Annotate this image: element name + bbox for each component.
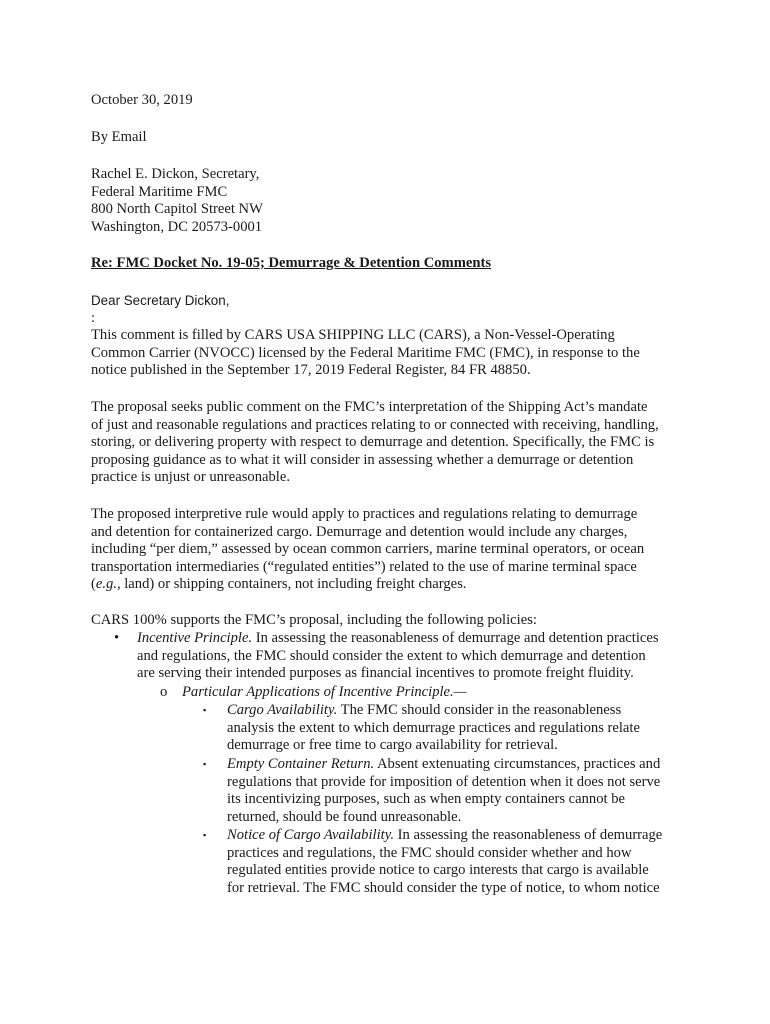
paragraph-line: [91, 576, 691, 594]
square-bullet-icon: ▪: [203, 759, 207, 769]
square-bullet-icon: ▪: [203, 705, 207, 715]
item-line: regulated entities provide notice to cargo interests that cargo is available: [227, 862, 649, 879]
policy-line: and regulations, the FMC should consider the extent to which demurrage and detention: [137, 647, 646, 664]
paragraph-proposal: [91, 399, 691, 487]
item-line: practices and regulations, the FMC should consider whether and how: [227, 844, 632, 861]
paragraph-line: Common Carrier (NVOCC) licensed by the Federal Maritime FMC (FMC), in response to the: [91, 344, 640, 361]
item-empty-container-return: [227, 756, 687, 826]
letter-date: October 30, 2019: [91, 92, 193, 108]
item-title: Cargo Availability.: [227, 702, 338, 718]
subject-line: Re: FMC Docket No. 19-05; Demurrage & Detention Comments: [91, 255, 492, 271]
paragraph-support: CARS 100% supports the FMC’s proposal, including the following policies:: [91, 612, 537, 628]
item-title: Notice of Cargo Availability.: [227, 827, 395, 843]
item-first-line: [227, 756, 687, 774]
paragraph-line: The proposal seeks public comment on the FMC’s interpretation of the Shipping Act’s mandate: [91, 399, 648, 415]
paragraph-line: practice is unjust or unreasonable.: [91, 469, 290, 486]
paragraph-line: The proposed interpretive rule would apply to practices and regulations relating to demurrage: [91, 506, 638, 522]
circle-bullet-icon: o: [160, 684, 168, 700]
paragraph-line: storing, or delivering property with respect to demurrage and detention. Specifically, the FMC is: [91, 434, 655, 451]
policy-line: are serving their intended purposes as financial incentives to promote freight fluidity.: [137, 665, 634, 682]
paragraph-line: notice published in the September 17, 2019 Federal Register, 84 FR 48850.: [91, 362, 531, 379]
item-text: Absent extenuating circumstances, practices and: [374, 756, 661, 772]
item-title: Empty Container Return.: [227, 756, 375, 772]
policy-incentive-principle: [137, 630, 697, 683]
paragraph-line-rest: land) or shipping containers, not including freight charges.: [120, 576, 467, 593]
salutation: [91, 292, 691, 327]
paragraph-line: This comment is filled by CARS USA SHIPPING LLC (CARS), a Non-Vessel-Operating: [91, 327, 615, 343]
salutation-mark: :: [91, 309, 96, 326]
square-bullet-icon: ▪: [203, 830, 207, 840]
recipient-line: Federal Maritime FMC: [91, 183, 228, 200]
recipient-line: Washington, DC 20573-0001: [91, 218, 263, 235]
item-notice-of-cargo-availability: [227, 827, 687, 897]
bullet-icon: •: [114, 630, 120, 646]
policy-text: In assessing the reasonableness of demurrage and detention practices: [252, 630, 659, 646]
italic-eg: e.g.,: [95, 576, 121, 593]
salutation-text: Dear Secretary Dickon,: [91, 293, 230, 308]
paragraph-line: including “per diem,” assessed by ocean common carriers, marine terminal operators, or ocean: [91, 541, 645, 558]
paragraph-line: transportation intermediaries (“regulated entities”) related to the use of marine terminal space: [91, 558, 637, 575]
item-line: its incentivizing purposes, such as when empty containers cannot be: [227, 791, 625, 808]
policy-title: Incentive Principle.: [137, 630, 253, 646]
sub-heading-title: Particular Applications of Incentive Principle.—: [182, 684, 467, 700]
paragraph-intro: [91, 327, 691, 380]
item-line: analysis the extent to which demurrage practices and regulations relate: [227, 719, 640, 736]
delivery-method: By Email: [91, 129, 147, 145]
paren-open: (: [91, 576, 96, 593]
policy-first-line: [137, 630, 697, 648]
item-line: for retrieval. The FMC should consider the type of notice, to whom notice: [227, 879, 660, 896]
recipient-line: Rachel E. Dickon, Secretary,: [91, 166, 260, 182]
paragraph-line: and detention for containerized cargo. Demurrage and detention would include any charges,: [91, 523, 628, 540]
paragraph-rule: [91, 506, 691, 594]
item-line: demurrage or free time to cargo availability for retrieval.: [227, 737, 558, 754]
item-first-line: [227, 827, 687, 845]
paragraph-line: of just and reasonable regulations and practices relating to or connected with receiving, handling,: [91, 416, 659, 433]
recipient-line: 800 North Capitol Street NW: [91, 201, 263, 218]
item-text: In assessing the reasonableness of demurrage: [394, 827, 663, 843]
item-line: returned, should be found unreasonable.: [227, 808, 462, 825]
item-text: The FMC should consider in the reasonableness: [337, 702, 622, 718]
sub-heading: [182, 684, 682, 702]
item-cargo-availability: [227, 702, 687, 755]
paragraph-line: proposing guidance as to what it will consider in assessing whether a demurrage or detention: [91, 451, 634, 468]
item-first-line: [227, 702, 687, 720]
item-line: regulations that provide for imposition of detention when it does not serve: [227, 773, 661, 790]
recipient-address: [91, 166, 691, 236]
